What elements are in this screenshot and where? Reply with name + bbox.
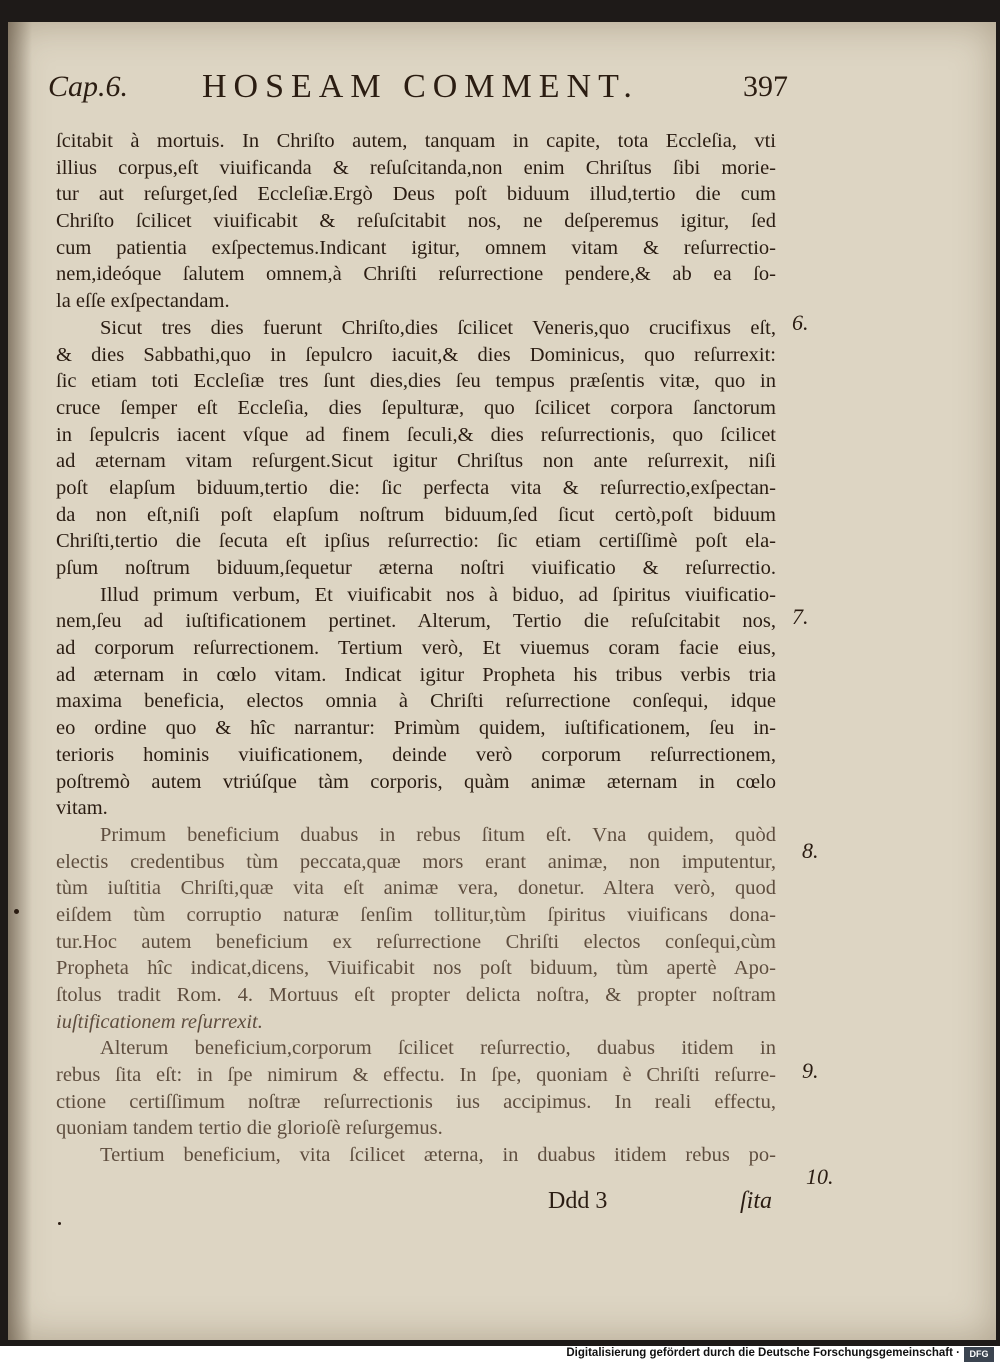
running-header (48, 66, 788, 110)
text-line: tur.Hoc autem beneficium ex reſurrectione Chriſti electos conſequi,cùm (56, 930, 776, 953)
ink-speck (58, 1222, 61, 1225)
text-line: ad corporum reſurrectionem. Tertium verò, Et viuemus coram facie eius, (56, 637, 776, 660)
ink-speck (14, 909, 19, 914)
text-line: in ſepulcris iacent vſque ad finem ſeculi,& dies reſurrectionis, quo ſcilicet (56, 423, 776, 446)
text-line: Chriſti,tertio die ſecuta eſt ipſius reſurrectio: ſic etiam certiſſimè poſt ela- (56, 530, 776, 553)
margin-note-8: 8. (802, 838, 819, 863)
text-line: da non eſt,niſi poſt elapſum noſtrum biduum,ſed ſicut certò,poſt biduum (56, 503, 776, 526)
text-line: ctione certiſſimum noſtræ reſurrectionis ius accipimus. In reali effectu, (56, 1090, 776, 1113)
dfg-logo-icon: DFG (964, 1347, 994, 1362)
footer-credit: Digitalisierung gefördert durch die Deutsche Forschungsgemeinschaft · (566, 1347, 960, 1359)
text-line: ſtolus tradit Rom. 4. Mortuus eſt propter delicta noſtra, & propter noſtram (56, 984, 776, 1006)
margin-note-9: 9. (802, 1058, 819, 1083)
text-line: iuſtificationem reſurrexit. (56, 1010, 263, 1033)
text-line: ad æternam vitam reſurgent.Sicut igitur Chriſtus non ante reſurrexit, niſi (56, 450, 776, 473)
text-line: ſcitabit à mortuis. In Chriſto autem, tanquam in capite, tota Eccleſia, vti (56, 130, 776, 152)
text-line: cum patientia exſpectemus.Indicant igitur, omnem vitam & reſurrectio- (56, 236, 776, 259)
text-line: electis credentibus tùm peccata,quæ mors erant animæ, non imputentur, (56, 850, 776, 873)
text-line: Chriſto ſcilicet viuificabit & reſuſcitabit nos, ne deſperemus igitur, ſed (56, 210, 776, 233)
text-line: illius corpus,eſt viuificanda & reſuſcitanda,non enim Chriſtus ſibi morie- (56, 156, 776, 179)
page-number: 397 (743, 70, 788, 103)
text-line: eo ordine quo & hîc narrantur: Primùm quidem, iuſtificationem, ſeu in- (56, 717, 776, 740)
text-line: terioris hominis viuificationem, deinde verò corporum reſurrectionem, (56, 743, 776, 766)
text-line: rebus ſita eſt: in ſpe nimirum & effectu. In ſpe, quoniam è Chriſti reſurre- (56, 1064, 776, 1087)
text-line: poſtremò autem vtriúſque tàm corporis, quàm animæ æternam in cœlo (56, 770, 776, 793)
text-line: ſic etiam toti Eccleſiæ tres ſunt dies,dies ſeu tempus præſentis vitæ, quo in (56, 370, 776, 393)
text-line: nem,ideóque ſalutem omnem,à Chriſti reſurrectione pendere,& ab ea ſo- (56, 263, 776, 286)
page-body (56, 128, 776, 1169)
text-line: Propheta hîc indicat,dicens, Viuificabit nos poſt biduum, tùm apertè Apo- (56, 957, 776, 980)
margin-note-7: 7. (792, 604, 809, 629)
text-line: vitam. (56, 797, 108, 820)
text-line: nem,ſeu ad iuſtificationem pertinet. Alterum, Tertio die reſuſcitabit nos, (56, 610, 776, 633)
paragraph-start: Alterum beneficium,corporum ſcilicet reſurrectio, duabus itidem in (100, 1037, 776, 1060)
text-line: quoniam tandem tertio die glorioſè reſurgemus. (56, 1117, 443, 1140)
text-line: tur aut reſurget,ſed Eccleſiæ.Ergò Deus poſt biduum illud,tertio die cum (56, 183, 776, 206)
text-line: cruce ſemper eſt Eccleſia, dies ſepulturæ, quo ſcilicet corpora ſanctorum (56, 396, 776, 419)
paragraph-start: Tertium beneficium, vita ſcilicet æterna, in duabus itidem rebus po- (100, 1144, 776, 1167)
text-line: ad æternam in cœlo vitam. Indicat igitur Propheta his tribus verbis tria (56, 663, 776, 686)
running-title: HOSEAM COMMENT. (202, 68, 639, 105)
paragraph-start: Sicut tres dies fuerunt Chriſto,dies ſcilicet Veneris,quo crucifixus eſt, (100, 316, 776, 339)
margin-note-10: 10. (806, 1164, 834, 1189)
signature-mark: Ddd 3 (548, 1188, 608, 1214)
chapter-label: Cap.6. (48, 70, 129, 103)
catchword: ſita (740, 1188, 773, 1214)
digitization-footer (0, 1346, 1000, 1364)
text-line: maxima beneficia, electos omnia à Chriſti reſurrectione conſequi, idque (56, 690, 776, 713)
text-line: & dies Sabbathi,quo in ſepulcro iacuit,& dies Dominicus, quo reſurrexit: (56, 343, 776, 366)
margin-note-6: 6. (792, 310, 809, 335)
text-line: eiſdem tùm corruptio naturæ ſenſim tollitur,tùm ſpiritus viuificans dona- (56, 903, 776, 926)
text-line: la eſſe exſpectandam. (56, 290, 230, 313)
text-line: tùm iuſtitia Chriſti,quæ vita eſt animæ vera, donetur. Altera verò, quod (56, 877, 776, 900)
paragraph-start: Illud primum verbum, Et viuificabit nos à biduo, ad ſpiritus viuificatio- (100, 583, 776, 606)
paragraph-start: Primum beneficium duabus in rebus ſitum eſt. Vna quidem, quòd (100, 823, 776, 846)
text-line: pſum noſtrum biduum,ſequetur æterna noſtri viuificatio & reſurrectio. (56, 557, 776, 579)
text-line: poſt elapſum biduum,tertio die: ſic perfecta vita & reſurrectio,exſpectan- (56, 476, 776, 499)
